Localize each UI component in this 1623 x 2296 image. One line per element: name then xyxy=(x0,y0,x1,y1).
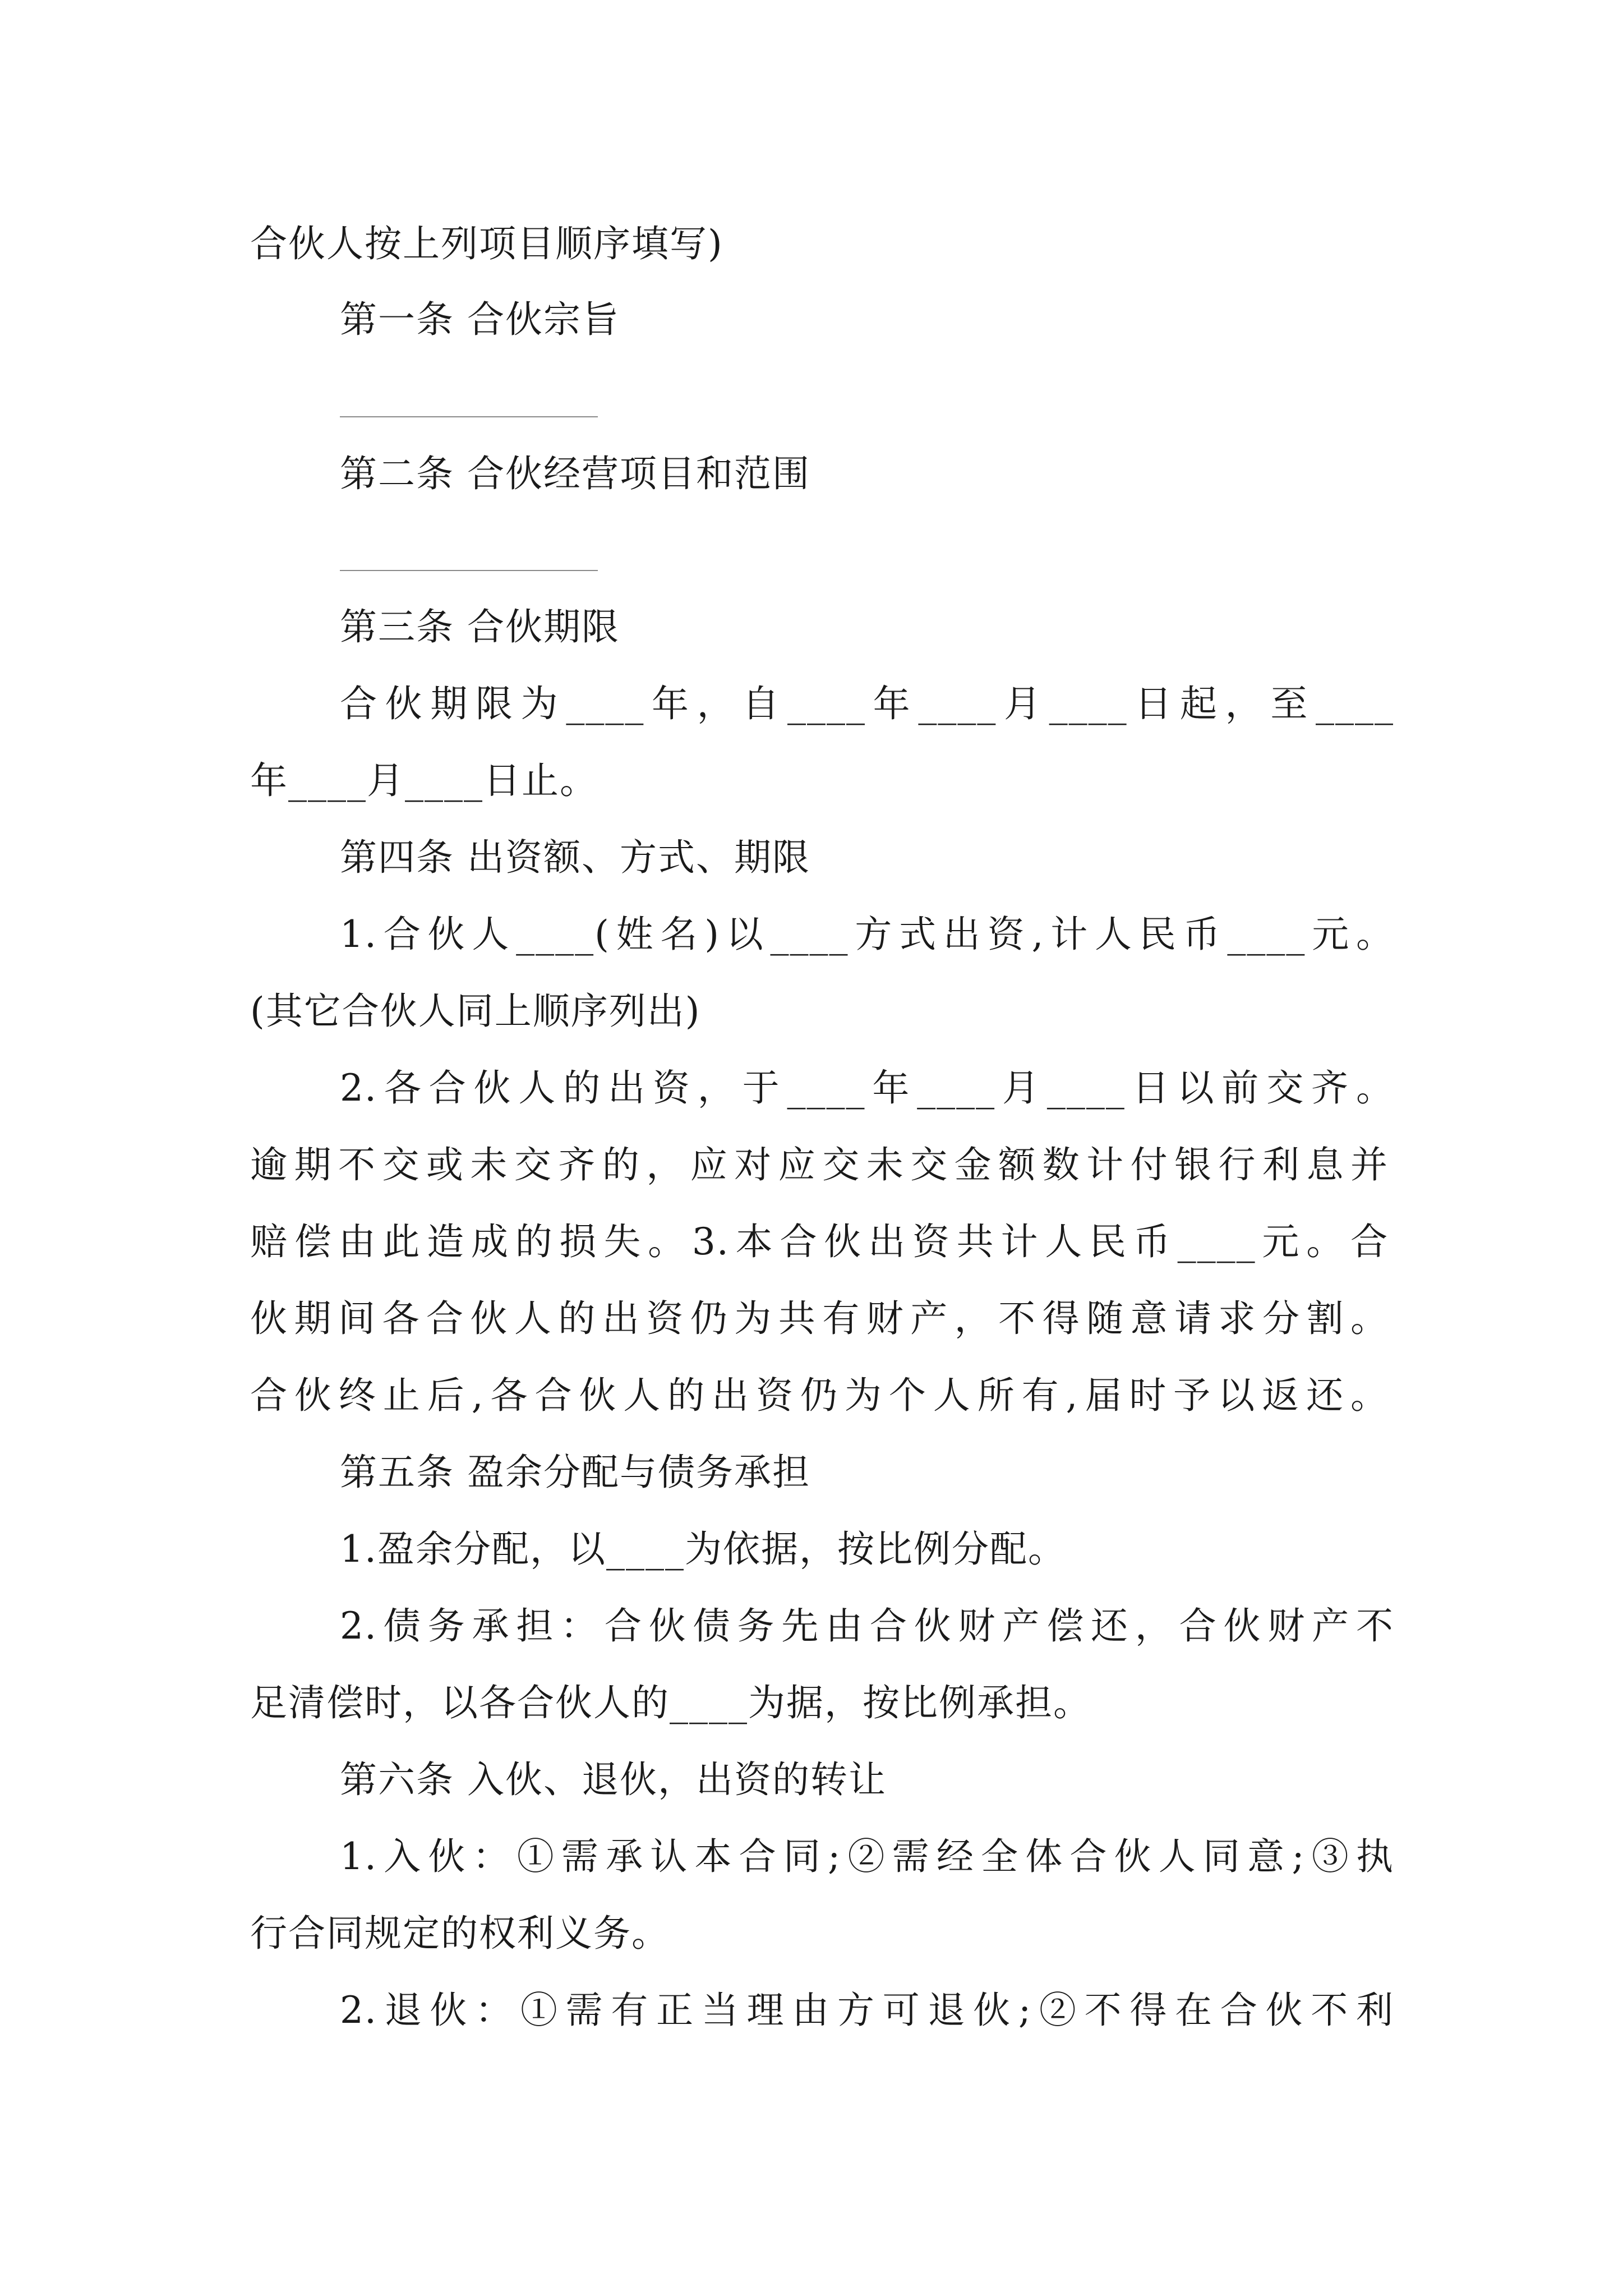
text-line: 1.入伙：①需承认本合同;②需经全体合伙人同意;③执 xyxy=(340,1835,1394,1878)
article-heading: 第一条 合伙宗旨 xyxy=(340,298,620,341)
text-line: 2.退伙：①需有正当理由方可退伙;②不得在合伙不利 xyxy=(340,1989,1394,2032)
article-heading: 第六条 入伙、退伙，出资的转让 xyxy=(340,1758,887,1801)
text-line: 足清偿时，以各合伙人的____为据，按比例承担。 xyxy=(250,1681,1091,1724)
text-line: 伙期间各合伙人的出资仍为共有财产，不得随意请求分割。 xyxy=(250,1297,1389,1340)
article-heading: 第五条 盈余分配与债务承担 xyxy=(340,1451,810,1494)
text-line: 合伙人按上列项目顺序填写) xyxy=(250,222,723,265)
text-line: 年____月____日止。 xyxy=(250,759,598,802)
text-line: 赔偿由此造成的损失。3.本合伙出资共计人民币____元。合 xyxy=(250,1220,1389,1263)
blank-fill-line xyxy=(340,416,598,417)
text-line: 1.盈余分配，以____为依据，按比例分配。 xyxy=(340,1527,1066,1571)
blank-fill-line xyxy=(340,570,598,571)
text-line: 行合同规定的权利义务。 xyxy=(250,1912,670,1955)
text-line: 逾期不交或未交齐的，应对应交未交金额数计付银行利息并 xyxy=(250,1143,1389,1186)
text-line: 2.债务承担：合伙债务先由合伙财产偿还，合伙财产不 xyxy=(340,1604,1394,1648)
text-line: 合伙期限为____年，自____年____月____日起，至____ xyxy=(340,682,1394,725)
article-heading: 第二条 合伙经营项目和范围 xyxy=(340,452,810,495)
text-line: 1.合伙人____(姓名)以____方式出资,计人民币____元。 xyxy=(340,913,1394,956)
text-line: (其它合伙人同上顺序列出) xyxy=(250,990,701,1033)
article-heading: 第三条 合伙期限 xyxy=(340,605,620,648)
text-line: 合伙终止后,各合伙人的出资仍为个人所有,届时予以返还。 xyxy=(250,1374,1389,1417)
text-line: 2.各合伙人的出资，于____年____月____日以前交齐。 xyxy=(340,1066,1394,1110)
article-heading: 第四条 出资额、方式、期限 xyxy=(340,836,810,879)
